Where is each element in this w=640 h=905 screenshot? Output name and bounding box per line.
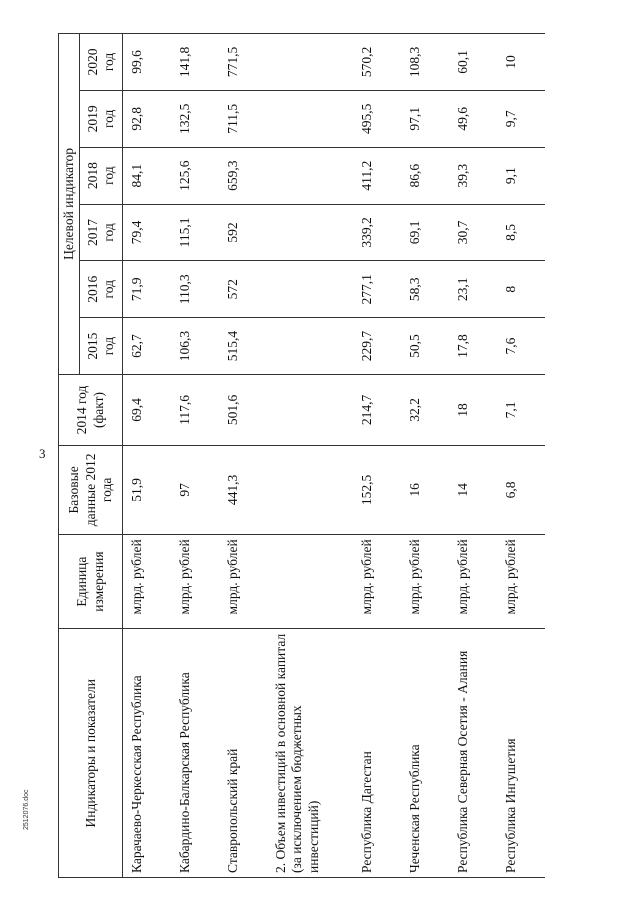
- indicators-table-wrapper: [58, 33, 603, 878]
- row-unit: млрд. рублей: [401, 534, 449, 629]
- row-indicator: Республика Северная Осетия - Алания: [449, 629, 497, 878]
- row-value: [267, 374, 353, 445]
- row-value: 592: [219, 204, 267, 261]
- row-unit: млрд. рублей: [449, 534, 497, 629]
- indicators-table: [58, 33, 545, 878]
- row-value: 115,1: [171, 204, 219, 261]
- row-value: 14: [449, 445, 497, 534]
- row-indicator: Карачаево-Черкесская Республика: [123, 629, 172, 878]
- row-value: 39,3: [449, 147, 497, 204]
- table-row: [353, 34, 401, 878]
- row-value: 23,1: [449, 261, 497, 318]
- header-year: 2017 год: [80, 204, 123, 261]
- row-value: [267, 445, 353, 534]
- row-value: 92,8: [123, 90, 172, 147]
- row-value: 60,1: [449, 34, 497, 91]
- row-value: 125,6: [171, 147, 219, 204]
- row-value: 106,3: [171, 318, 219, 375]
- row-value: 277,1: [353, 261, 401, 318]
- row-value: 17,8: [449, 318, 497, 375]
- row-indicator: Ставропольский край: [219, 629, 267, 878]
- row-value: 58,3: [401, 261, 449, 318]
- header-year: 2018 год: [80, 147, 123, 204]
- header-unit: Единица измерения: [59, 534, 123, 629]
- row-value: 495,5: [353, 90, 401, 147]
- header-fact-2014: 2014 год (факт): [59, 374, 123, 445]
- row-value: 110,3: [171, 261, 219, 318]
- row-value: 62,7: [123, 318, 172, 375]
- row-value: 86,6: [401, 147, 449, 204]
- header-target: Целевой индикатор: [59, 34, 80, 375]
- row-value: [267, 34, 353, 91]
- row-value: 10: [497, 34, 545, 91]
- row-value: 9,7: [497, 90, 545, 147]
- row-value: 8,5: [497, 204, 545, 261]
- row-value: 6,8: [497, 445, 545, 534]
- row-value: 50,5: [401, 318, 449, 375]
- row-value: 108,3: [401, 34, 449, 91]
- row-value: 97,1: [401, 90, 449, 147]
- row-value: 79,4: [123, 204, 172, 261]
- row-value: 30,7: [449, 204, 497, 261]
- row-value: 411,2: [353, 147, 401, 204]
- row-value: 69,1: [401, 204, 449, 261]
- row-value: 501,6: [219, 374, 267, 445]
- row-value: 141,8: [171, 34, 219, 91]
- row-value: 8: [497, 261, 545, 318]
- row-value: 659,3: [219, 147, 267, 204]
- row-value: 18: [449, 374, 497, 445]
- row-value: [267, 261, 353, 318]
- row-value: 71,9: [123, 261, 172, 318]
- row-value: [267, 90, 353, 147]
- row-value: 97: [171, 445, 219, 534]
- table-row: [401, 34, 449, 878]
- table-row: [497, 34, 545, 878]
- row-indicator: Кабардино-Балкарская Республика: [171, 629, 219, 878]
- row-value: 7,6: [497, 318, 545, 375]
- row-unit: млрд. рублей: [171, 534, 219, 629]
- row-value: 84,1: [123, 147, 172, 204]
- row-value: 7,1: [497, 374, 545, 445]
- header-base-2012: Базовые данные 2012 года: [59, 445, 123, 534]
- row-value: 9,1: [497, 147, 545, 204]
- row-unit: млрд. рублей: [219, 534, 267, 629]
- row-value: 132,5: [171, 90, 219, 147]
- file-footer: 2512076.doc: [23, 789, 30, 830]
- row-indicator: Чеченская Республика: [401, 629, 449, 878]
- page-number: 3: [39, 446, 46, 461]
- row-value: [267, 147, 353, 204]
- table-row: [123, 34, 172, 878]
- row-value: 339,2: [353, 204, 401, 261]
- row-value: 99,6: [123, 34, 172, 91]
- row-value: [267, 318, 353, 375]
- row-unit: млрд. рублей: [497, 534, 545, 629]
- row-value: 711,5: [219, 90, 267, 147]
- row-indicator: Республика Ингушетия: [497, 629, 545, 878]
- row-unit: [267, 534, 353, 629]
- row-value: 117,6: [171, 374, 219, 445]
- row-indicator: Республика Дагестан: [353, 629, 401, 878]
- row-value: 32,2: [401, 374, 449, 445]
- row-value: 214,7: [353, 374, 401, 445]
- row-value: 229,7: [353, 318, 401, 375]
- row-indicator: 2. Объем инвестиций в основной капитал (за исключением бюджетных инвестиций): [267, 629, 353, 878]
- header-year: 2016 год: [80, 261, 123, 318]
- row-value: 771,5: [219, 34, 267, 91]
- row-value: 152,5: [353, 445, 401, 534]
- header-year: 2019 год: [80, 90, 123, 147]
- row-value: 49,6: [449, 90, 497, 147]
- row-value: 570,2: [353, 34, 401, 91]
- table-row: [171, 34, 219, 878]
- row-value: 51,9: [123, 445, 172, 534]
- row-value: 572: [219, 261, 267, 318]
- row-value: 69,4: [123, 374, 172, 445]
- row-value: 16: [401, 445, 449, 534]
- header-year: 2015 год: [80, 318, 123, 375]
- row-value: 441,3: [219, 445, 267, 534]
- row-value: 515,4: [219, 318, 267, 375]
- table-row: [219, 34, 267, 878]
- row-value: [267, 204, 353, 261]
- row-unit: млрд. рублей: [353, 534, 401, 629]
- table-row: [449, 34, 497, 878]
- header-indicator: Индикаторы и показатели: [59, 629, 123, 878]
- table-row: [267, 34, 353, 878]
- row-unit: млрд. рублей: [123, 534, 172, 629]
- header-year: 2020 год: [80, 34, 123, 91]
